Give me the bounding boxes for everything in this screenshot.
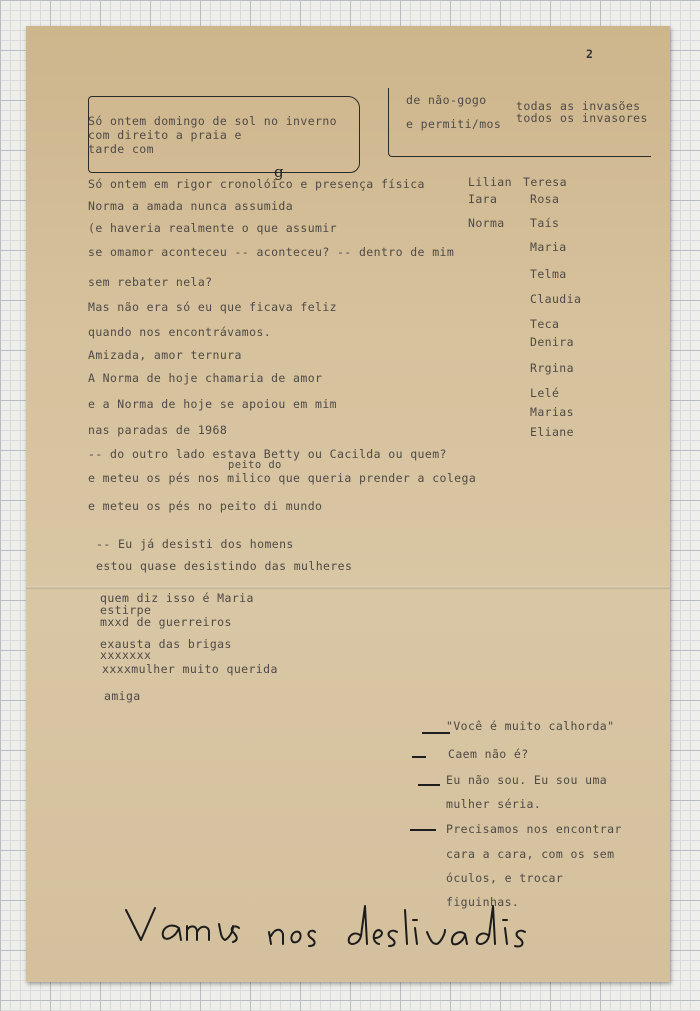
stanza-line: amiga <box>104 689 141 703</box>
poem-line: se omamor aconteceu -- aconteceu? -- dentro de mim <box>88 245 455 259</box>
name-col2: Denira <box>530 335 574 349</box>
name-col2: Telma <box>530 267 567 281</box>
name-col1: Lilian <box>468 175 512 189</box>
name-col2: Teca <box>530 317 560 331</box>
poem-line: Só ontem em rigor cronolóico e presença física <box>88 177 425 191</box>
name-col2: Rrgina <box>530 361 574 375</box>
dialogue-line: Precisamos nos encontrar <box>446 822 622 836</box>
stanza-line: quem diz isso é Maria <box>100 591 254 605</box>
poem-line: e a Norma de hoje se apoiou em mim <box>88 397 338 411</box>
poem-line: Amizada, amor ternura <box>88 348 242 362</box>
dialogue-line: Eu não sou. Eu sou uma <box>446 773 608 787</box>
poem-line: nas paradas de 1968 <box>88 423 228 437</box>
dialogue-line: "Você é muito calhorda" <box>446 719 615 733</box>
stanza-line: mxxd de guerreiros <box>100 615 232 629</box>
name-col2: Eliane <box>530 425 574 439</box>
box-left-line-2: com direito a praia e <box>88 128 242 142</box>
box-right-line-2: e permiti/mos <box>406 117 502 131</box>
poem-line: e meteu os pés nos milico que queria prender a colega <box>88 471 477 485</box>
dialogue-line: cara a cara, com os sem <box>446 847 615 861</box>
name-col2: Taís <box>530 216 560 230</box>
stanza-line: estou quase desistindo das mulheres <box>96 559 353 573</box>
name-col2: Claudia <box>530 292 582 306</box>
paper-fold <box>26 586 670 589</box>
handwritten-signature <box>121 895 601 968</box>
poem-line: -- do outro lado estava Betty ou Cacilda ou quem? <box>88 447 447 461</box>
name-col1: Iara <box>468 192 498 206</box>
typewritten-page <box>26 26 670 982</box>
dialogue-dash <box>418 784 440 786</box>
box-left-line-3: tarde com <box>88 142 154 156</box>
dialogue-line: figuinhas. <box>446 895 520 909</box>
struck-out-text: xxxxxxx <box>100 648 152 662</box>
poem-line: quando nos encontrávamos. <box>88 325 272 339</box>
stanza-line: exausta das brigas <box>100 637 232 651</box>
name-col2: Rosa <box>530 192 560 206</box>
box-right-line-1: de não-gogo <box>406 93 487 107</box>
handwritten-correction-g: g <box>274 163 285 181</box>
box-right-col2-line-2: todos os invasores <box>516 111 648 125</box>
page-number: 2 <box>586 47 594 61</box>
stanza-line: -- Eu já desisti dos homens <box>96 537 294 551</box>
poem-line: A Norma de hoje chamaria de amor <box>88 371 323 385</box>
name-col2: Teresa <box>523 175 567 189</box>
name-col2: Maria <box>530 240 567 254</box>
name-col1: Norma <box>468 216 505 230</box>
dialogue-line: mulher séria. <box>446 797 542 811</box>
dialogue-dash <box>412 756 426 758</box>
poem-line: Norma a amada nunca assumida <box>88 199 294 213</box>
interlinear-insertion: peito do <box>228 459 282 471</box>
box-left-line-1: Só ontem domingo de sol no inverno <box>88 114 338 128</box>
poem-line: (e haveria realmente o que assumir <box>88 221 338 235</box>
name-col2: Lelé <box>530 386 560 400</box>
dialogue-line: Caem não é? <box>448 747 529 761</box>
dialogue-dash <box>410 829 436 831</box>
name-col2: Marias <box>530 405 574 419</box>
box-right-col2-line-1: todas as invasões <box>516 99 641 113</box>
stanza-line: xxxxmulher muito querida <box>102 662 278 676</box>
poem-line: e meteu os pés no peito di mundo <box>88 499 323 513</box>
interlinear-word: estirpe <box>100 603 152 617</box>
poem-line: sem rebater nela? <box>88 275 213 289</box>
poem-line: Mas não era só eu que ficava feliz <box>88 300 338 314</box>
dialogue-line: óculos, e trocar <box>446 871 564 885</box>
